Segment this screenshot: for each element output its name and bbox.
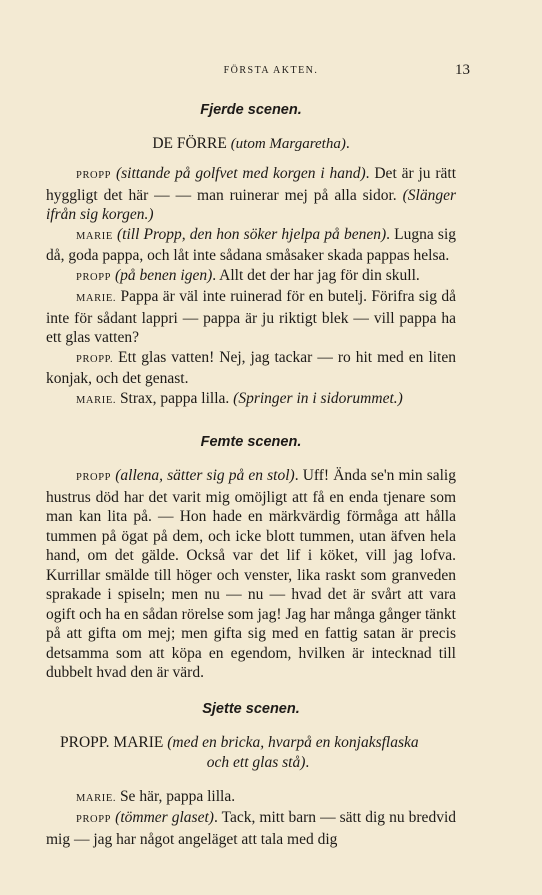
stage-direction: (på benen igen) (114, 266, 213, 284)
punctuation: . (305, 753, 310, 771)
speaker-name: MARIE. (76, 394, 117, 406)
dialogue-text: Se här, pappa lilla. (116, 787, 236, 805)
stage-direction: (Springer in i sidorummet.) (233, 389, 403, 407)
dialogue-text: . Det är ju rätt hyggligt det här — — man ruinerar mej på alla sidor. (46, 165, 457, 204)
dialogue-text: Ett glas vatten! Nej, jag tackar — ro hit med en liten konjak, och det genast. (46, 348, 456, 387)
punctuation: . (345, 135, 350, 152)
dialogue-line (46, 266, 456, 288)
speaker-name: MARIE. (76, 293, 117, 304)
running-title: FÖRSTA AKTEN. (223, 65, 319, 76)
scene-title: Fjerde scenen. (200, 102, 302, 118)
page-body (46, 100, 456, 849)
speaker-name: PROPP (76, 814, 112, 825)
stage-direction: (utom Margaretha) (230, 136, 346, 152)
cast-list (46, 134, 456, 154)
stage-direction: och ett glas stå) (206, 753, 306, 771)
stage-direction: (till Propp, den hon söker hjelpa på benen) (117, 225, 387, 243)
dialogue-text: Pappa är väl inte ruinerad för en butelj. Förifra sig då inte för sådant lappri — pappa är ju riktigt blek — vill pappa ha ett glas vatten? (46, 288, 456, 346)
stage-direction: (allena, sätter sig på en stol) (115, 467, 295, 484)
cast-names: PROPP. MARIE (60, 733, 168, 751)
dialogue-line (46, 164, 456, 225)
speaker-name: PROPP (76, 472, 112, 483)
scene-title: Sjette scenen. (202, 700, 300, 717)
speaker-name: MARIE (76, 230, 113, 242)
dialogue-line (46, 348, 456, 389)
dialogue-text: . Tack, mitt barn — sätt dig nu bredvid mig — jag har något angeläget att tala med dig (46, 809, 456, 848)
cast-list (60, 733, 456, 773)
dialogue-text: . Uff! Ända se'n min salig hustrus död har det varit mig omöjligt att få en enda tjenare som man kan lita på. — Hon hade en märkvärdig förmåga att hålla tummen på ögat på dem, och icke blott tummen, utan äfven hela hand, om det gälde. Också var det lif i köket, vill jag lofva. Kurrillar smälde till höger och venster, lika raskt som granveden sprakade i spiseln; men nu — nu — hvad det är svårt att vara ogift och ha en sådan rörelse som jag! Jag har många gånger tänkt på att gifta om mej; men gifta sig med en fattig satan är precis detsamma som att köpa en egendom, hvilken är intecknad till dubbelt hvad den är värd. (46, 467, 456, 681)
dialogue-line (46, 808, 456, 849)
dialogue-text: Strax, pappa lilla. (116, 389, 234, 407)
stage-direction: (Slänger ifrån sig korgen.) (46, 186, 456, 223)
speaker-name: PROPP (76, 271, 112, 283)
dialogue-text: . Lugna sig då, goda pappa, och låt inte sådana småsaker skada pappas helsa. (46, 225, 457, 264)
page-number: 13 (455, 62, 470, 78)
dialogue-line (46, 466, 456, 683)
dialogue-text: . Allt det der har jag för din skull. (212, 266, 420, 284)
dialogue-line (46, 287, 456, 348)
speaker-name: PROPP. (76, 353, 114, 365)
scene-title: Femte scenen. (200, 434, 302, 450)
stage-direction: (med en bricka, hvarpå en konjaksflaska (167, 733, 419, 751)
stage-direction: (sittande på golfvet med korgen i hand) (115, 165, 366, 182)
dialogue-line (46, 787, 456, 809)
speaker-name: PROPP (76, 170, 112, 181)
stage-direction: (tömmer glaset) (115, 809, 214, 826)
dialogue-line (46, 389, 456, 411)
running-header (0, 62, 542, 82)
dialogue-line (46, 225, 456, 266)
cast-names: DE FÖRRE (152, 135, 227, 152)
speaker-name: MARIE. (76, 792, 117, 804)
